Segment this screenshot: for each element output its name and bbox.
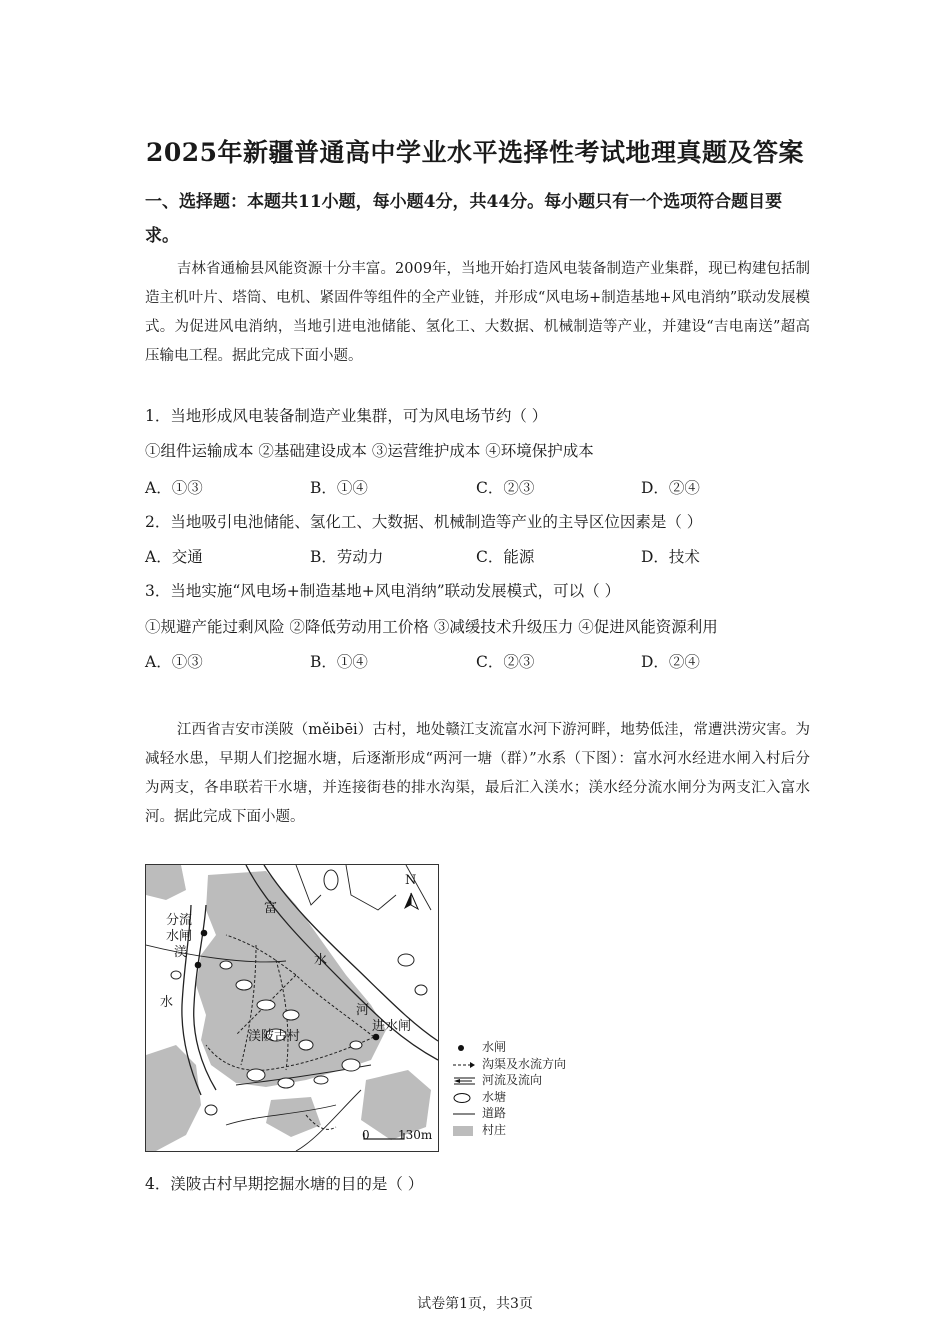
passage-2: 江西省吉安市渼陂（měibēi）古村，地处赣江支流富水河下游河畔，地势低洼，常遭洪涝灾害。为减轻水患，早期人们挖掘水塘，后逐渐形成“两河一塘（群）”水系（下图）：富水河水经进水闸入村后分为两支，各串联若干水塘，并连接街巷的排水沟渠，最后汇入渼水；渼水经分流水闸分为两支汇入富水河。据此完成下面小题。 [145, 722, 810, 825]
map-drawing [146, 865, 438, 1151]
question-1-option-d: D．②④ [641, 479, 700, 497]
legend-item-canal: 沟渠及水流方向 [452, 1057, 592, 1074]
question-1-option-c: C．②③ [476, 479, 535, 497]
village-areas [146, 865, 431, 1151]
pond-icon [452, 1092, 476, 1104]
road-line-icon [452, 1108, 476, 1120]
sluice-label-line2: 水闸 [166, 929, 193, 944]
page-footer: 试卷第1页，共3页 [417, 1296, 533, 1312]
question-3-option-b: B．①④ [310, 653, 368, 671]
fushui-label-shui: 水 [314, 953, 328, 968]
fushui-label-fu: 富 [264, 901, 278, 916]
north-arrow-icon [404, 893, 418, 909]
question-2-option-c: C．能源 [476, 548, 535, 566]
page-title: 2025年新疆普通高中学业水平选择性考试地理真题及答案 [145, 138, 805, 167]
scale-zero-label: 0 [362, 1128, 370, 1142]
question-2-option-b: B．劳动力 [310, 548, 384, 566]
question-3-option-c: C．②③ [476, 653, 535, 671]
dashed-arrow-icon [452, 1059, 476, 1071]
question-1-option-b: B．①④ [310, 479, 368, 497]
inlet-sluice-label: 进水闸 [372, 1019, 412, 1034]
fushui-label-he: 河 [356, 1003, 370, 1018]
question-1-option-a: A．①③ [145, 479, 203, 497]
question-2-option-a: A．交通 [145, 548, 203, 566]
question-3-items: ①规避产能过剩风险 ②降低劳动用工价格 ③减缓技术升级压力 ④促进风能资源利用 [145, 618, 718, 636]
village-label: 渼陂古村 [248, 1029, 301, 1044]
village-fill-icon [452, 1125, 476, 1137]
north-label: N [405, 873, 417, 888]
legend-item-river: 河流及流向 [452, 1073, 592, 1090]
question-1-stem: 1．当地形成风电装备制造产业集群，可为风电场节约（ ） [145, 407, 548, 425]
question-2-option-d: D．技术 [641, 548, 700, 566]
legend-item-sluice: 水闸 [452, 1040, 592, 1057]
question-1-items: ①组件运输成本 ②基础建设成本 ③运营维护成本 ④环境保护成本 [145, 442, 594, 460]
map-figure [145, 864, 439, 1152]
double-arrow-icon [452, 1075, 476, 1087]
sluice-dot-icon [452, 1042, 476, 1054]
question-4-stem: 4．渼陂古村早期挖掘水塘的目的是（ ） [145, 1175, 424, 1193]
question-3-option-d: D．②④ [641, 653, 700, 671]
question-3-option-a: A．①③ [145, 653, 203, 671]
question-2-stem: 2．当地吸引电池储能、氢化工、大数据、机械制造等产业的主导区位因素是（ ） [145, 513, 703, 531]
section-heading: 一、选择题：本题共11小题，每小题4分，共44分。每小题只有一个选项符合题目要求。 [145, 192, 783, 246]
legend-item-pond: 水塘 [452, 1090, 592, 1107]
passage-1: 吉林省通榆县风能资源十分丰富。2009年，当地开始打造风电装备制造产业集群，现已构建包括制造主机叶片、塔筒、电机、紧固件等组件的全产业链，并形成“风电场+制造基地+风电消纳”联动发展模式。为促进风电消纳，当地引进电池储能、氢化工、大数据、机械制造等产业，并建设“吉电南送”超高压输电工程。据此完成下面小题。 [145, 261, 810, 364]
legend-item-village: 村庄 [452, 1123, 592, 1140]
legend-item-road: 道路 [452, 1106, 592, 1123]
map-legend [452, 1040, 592, 1139]
meishui-label-2: 水 [160, 995, 174, 1010]
meishui-label-1: 渼 [174, 945, 188, 960]
sluice-label-line1: 分流 [166, 913, 193, 928]
question-3-stem: 3．当地实施“风电场+制造基地+风电消纳”联动发展模式，可以（ ） [145, 582, 621, 600]
scale-length-label: 130m [398, 1128, 433, 1142]
